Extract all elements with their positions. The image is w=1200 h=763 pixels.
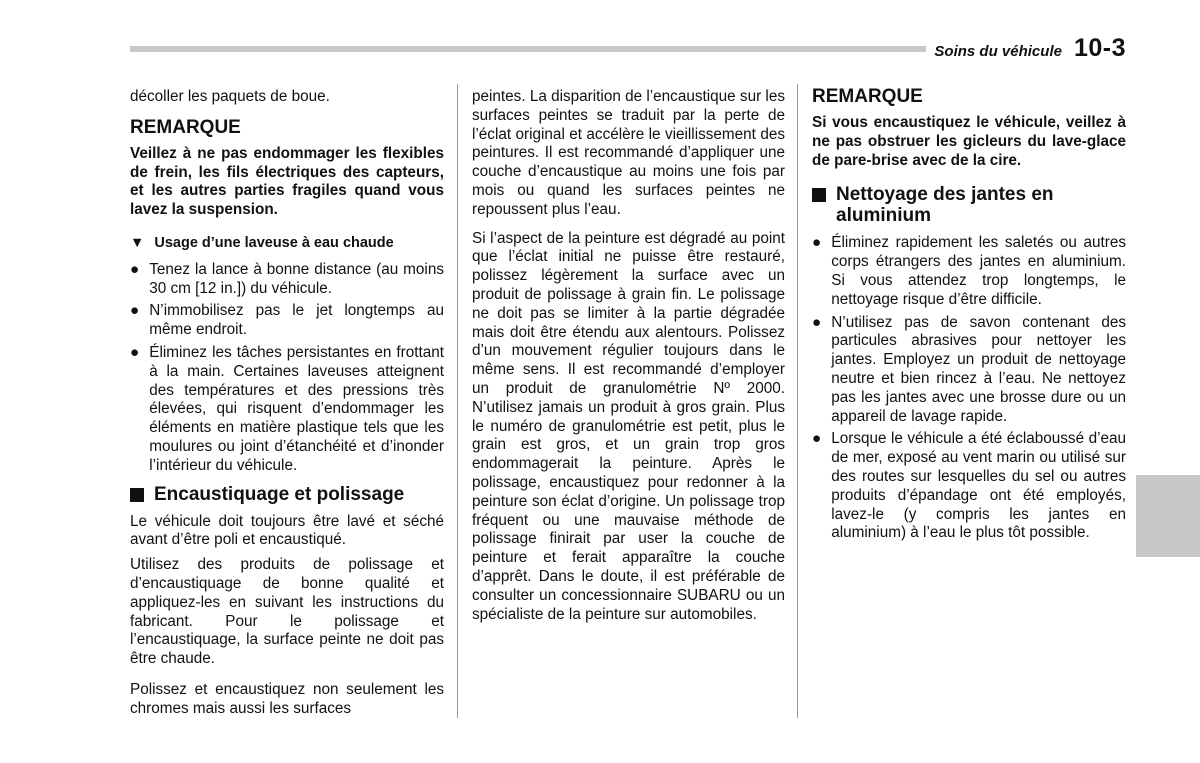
list-item-text: N’immobilisez pas le jet longtemps au même endroit. <box>149 302 444 339</box>
paragraph: Le véhicule doit toujours être lavé et séché avant d’être poli et encaustiqué. <box>130 512 444 549</box>
list-item <box>812 234 1126 309</box>
list-item-text: Lorsque le véhicule a été éclaboussé d’eau de mer, exposé au vent marin ou utilisé sur des routes sur lesquelles du sel ou autres produits d’épandage ont été employés, lavez-le (y compris les jantes en aluminium) à l’eau le plus tôt possible. <box>831 430 1126 542</box>
list-item <box>812 430 1126 543</box>
triangle-icon: ▼ <box>130 234 145 251</box>
section-title: Soins du véhicule <box>934 43 1062 60</box>
remark-heading: REMARQUE <box>812 86 923 107</box>
square-icon <box>130 488 144 502</box>
list-item-text: N’utilisez pas de savon contenant des particules abrasives pour nettoyer les jantes. Employez un produit de nettoyage neutre et bien rincez à l’eau. Ne nettoyez pas les jantes avec une brosse dure ou un appareil de lavage rapide. <box>831 313 1126 425</box>
sub-heading-label: Usage d’une laveuse à eau chaude <box>154 234 394 251</box>
list-item-text: Tenez la lance à bonne distance (au moins 30 cm [12 in.]) du véhicule. <box>149 260 444 297</box>
column-3 <box>812 88 1126 547</box>
paragraph: Polissez et encaustiquez non seulement les chromes mais aussi les surfaces <box>130 680 444 717</box>
list-item <box>130 344 444 476</box>
sub-heading <box>130 234 444 253</box>
remark-heading: REMARQUE <box>130 116 241 138</box>
section-heading <box>130 484 444 505</box>
bullet-icon: ● <box>130 343 140 361</box>
column-2 <box>472 88 785 630</box>
chapter-tab <box>1136 475 1200 557</box>
section-heading-label: Nettoyage des jantes en aluminium <box>836 184 1054 227</box>
page-number: 10-3 <box>1073 34 1126 62</box>
remark-text: Veillez à ne pas endommager les flexibles de frein, les fils électriques des capteurs, et les autres parties fragiles quand vous lavez la suspension. <box>130 144 444 219</box>
bullet-icon: ● <box>812 234 822 252</box>
column-divider <box>797 84 798 718</box>
page-header <box>934 34 1126 63</box>
square-icon <box>812 188 826 202</box>
list-item <box>130 302 444 340</box>
paragraph: Utilisez des produits de polissage et d’encaustiquage de bonne qualité et appliquez-les en suivant les instructions du fabricant. Pour le polissage et l’encaustiquage, la surface peinte ne doit pas être chaude. <box>130 556 444 668</box>
bullet-icon: ● <box>812 430 822 448</box>
remark-text: Si vous encaustiquez le véhicule, veillez à ne pas obstruer les gicleurs du lave-glace de pare-brise avec de la cire. <box>812 114 1126 169</box>
list-item-text: Éliminez les tâches persistantes en frottant à la main. Certaines laveuses atteignent des températures et des pressions très élevées, qui risquent d’endommager les éléments en matière plastique tels que les moulures ou joint d’étanchéité et d’inonder l’intérieur du véhicule. <box>149 343 444 474</box>
paragraph: peintes. La disparition de l’encaustique sur les surfaces peintes se traduit par la perte de l’éclat original et accélère le vieillissement des peintures. Il est recommandé d’appliquer une couche d’encaustique au moins une fois par mois ou quand les surfaces peintes ne repoussent plus l’eau. <box>472 88 785 218</box>
list-item <box>130 261 444 299</box>
bullet-icon: ● <box>130 260 140 278</box>
bullet-icon: ● <box>812 313 822 331</box>
list-item <box>812 314 1126 427</box>
list-item-text: Éliminez rapidement les saletés ou autres corps étrangers des jantes en aluminium. Si vous attendez trop longtemps, le nettoyage risque d’être difficile. <box>831 234 1126 308</box>
header-rule <box>130 46 926 52</box>
section-heading-label: Encaustiquage et polissage <box>154 483 405 505</box>
column-divider <box>457 84 458 718</box>
intro-text: décoller les paquets de boue. <box>130 88 330 105</box>
column-1 <box>130 88 444 725</box>
paragraph: Si l’aspect de la peinture est dégradé au point que l’éclat initial ne puisse être restauré, polissez légèrement la surface avec un produit de polissage à grain fin. Le polissage ne doit pas se limiter à la partie dégradée mais doit être étendu aux alentours. Polissez d’un mouvement régulier toujours dans le même sens. Il est recommandé d’employer un produit de granulométrie Nº 2000. N’utilisez jamais un produit à gros grain. Plus le numéro de granulométrie est petit, plus le grain est gros, et un grain trop gros endommagerait la peinture. Après le polissage, encaustiquez pour redonner à la peinture son éclat d’origine. Un polissage trop fréquent ou une mauvaise méthode de polissage finirait par user la couche de peinture et ferait apparaître la couche d’apprêt. Dans le doute, il est préférable de consulter un concessionnaire SUBARU ou un spécialiste de la peinture sur automobiles. <box>472 229 785 623</box>
section-heading <box>812 184 1126 226</box>
bullet-icon: ● <box>130 302 140 320</box>
